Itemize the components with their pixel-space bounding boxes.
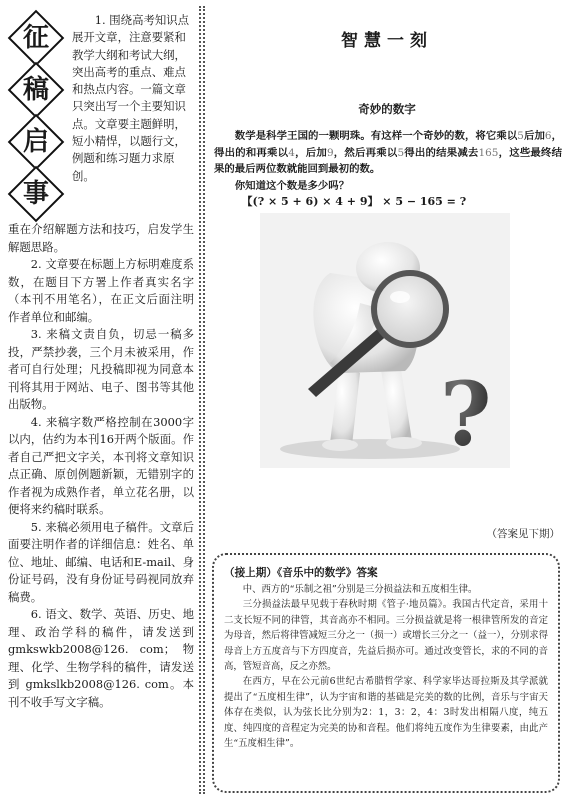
rule-item-5: 5. 来稿必须用电子稿件。文章后面要注明作者的详细信息：姓名、单位、地址、邮编、电话和E-mail、身份证号码，没有身份证号码视同放弃稿费。 — [8, 519, 194, 604]
puzzle-body — [214, 128, 562, 211]
badge-char-1: 征 — [22, 23, 49, 53]
figure-foot — [322, 439, 358, 451]
call-for-papers-column — [8, 8, 194, 792]
column-divider — [203, 6, 207, 794]
item1-text: 1. 围绕高考知识点展开文章，注意要紧和教学大纲和考试大纲，突出高考的重点、难点和热点内容。一篇文章只突出写一个主要知识点。文章要主题鲜明，短小精悍，以题行文，例题和练习题力求原创。 — [72, 13, 190, 183]
answer-paragraph-1: 中、西方的“乐制之祖”分别是三分损益法和五度相生律。 — [242, 584, 478, 595]
puzzle-question: 你知道这个数是多少吗？ — [234, 179, 350, 192]
puzzle-title: 奇妙的数字 — [358, 102, 416, 116]
rule-item-6: 6. 语文、数学、英语、历史、地理、政治学科的稿件，请发送到 gmkswkb2008@126. com；物理、化学、生物学科的稿件，请发送到 gmkslkb2008@126. com。本刊不收手写文字稿。 — [8, 607, 194, 709]
submission-rules — [8, 221, 194, 711]
puzzle-formula: 【(? × 5 + 6) × 4 + 9】 × 5 − 165 = ? — [241, 195, 467, 208]
call-for-papers-badge — [8, 8, 70, 223]
lens-highlight — [390, 291, 410, 303]
figure-foot — [386, 437, 422, 449]
answer-paragraph-2: 三分损益法最早见载于春秋时期《管子·地员篇》。我国古代定音，采用十二支长短不同的律管，其音高亦不相同。三分损益就是将一根律管所发的音定为母音，然后将律管减短三分之一（损一）或增长三分之一（益一），分别求得母音上方五度音与下方四度音，先益后损亦可。通过改变管长，求的不同的音高，管短音高，反之亦然。 — [224, 599, 548, 673]
floor-shadow — [280, 439, 460, 459]
section-title: 智慧一刻 — [341, 31, 433, 51]
badge-char-3: 启 — [22, 127, 49, 157]
magnifier-lens — [374, 273, 446, 345]
previous-answer-box — [212, 553, 560, 793]
rule-item-4: 4. 来稿字数严格控制在3000字以内，估约为本刊16开两个版面。作者自己严把文字关，本刊将文章知识点正确、原创例题新颖，无错别字的作者视为成熟作者，单立花名册，以便将来约稿时联系。 — [8, 414, 194, 516]
question-mark-icon: ? — [440, 362, 492, 466]
rule-item-2: 2. 文章要在标题上方标明难度系数，在题目下方署上作者真实名字（本刊不用笔名），在正文后面注明作者单位和邮编。 — [8, 257, 194, 324]
rule-item-3: 3. 来稿文责自负，切忌一稿多投，严禁抄袭，三个月未被采用，作者可自行处理；凡投稿即视为同意本刊将其用于网站、电子、图书等其他出版物。 — [8, 327, 194, 411]
puzzle-statement: 数学是科学王国的一颗明珠。有这样一个奇妙的数，将它乘以5后加6，得出的和再乘以4，后加9，然后再乘以5得出的结果减去165，这些最终结果的最后两位数就能回到最初的数。 — [214, 130, 563, 175]
answer-paragraph-3: 在西方，早在公元前6世纪古希腊哲学家、科学家毕达哥拉斯及其学派就提出了“五度相生律”，认为宇宙和谐的基础是完美的数的比例，音乐与宇宙天体存在类似，认为弦长比分别为2：1，3：2，4：3时发出相隔八度，纯五度、纯四度的音程定为完美的协和音程。他们将纯五度作为生律要素，由此产生“五度相生律”。 — [224, 676, 548, 750]
badge-char-2: 稿 — [22, 75, 49, 105]
wisdom-moment-column — [212, 8, 562, 792]
badge-char-4: 事 — [22, 179, 49, 209]
magnifier-figure-illustration — [260, 213, 510, 468]
answer-heading: （接上期）《音乐中的数学》答案 — [224, 567, 378, 579]
item1-continuation: 重在介绍解题方法和技巧，启发学生解题思路。 — [8, 222, 194, 254]
answer-next-issue-note: （答案见下期） — [486, 528, 560, 540]
